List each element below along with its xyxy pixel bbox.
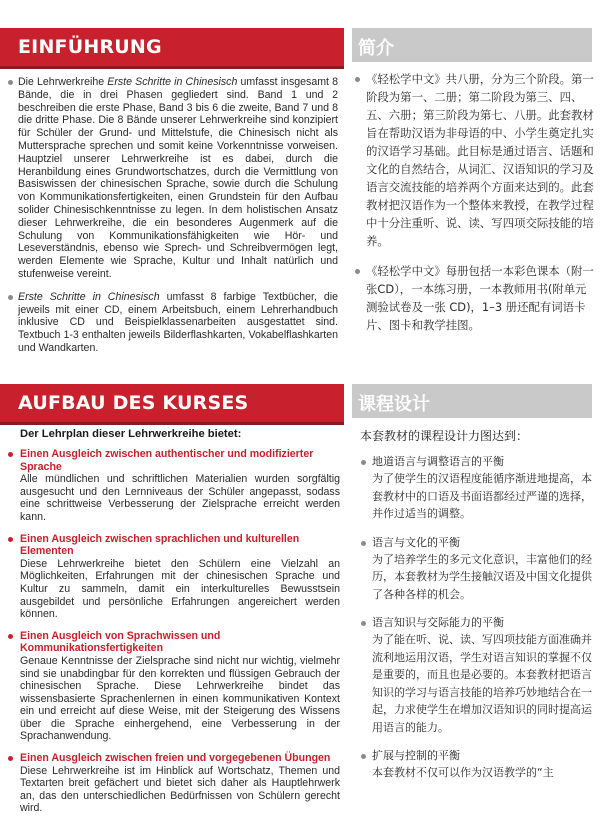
book-title-italic: Erste Schritte in Chinesisch [18,290,160,303]
kecheng-item-heading: 地道语言与调整语言的平衡 [372,455,504,468]
einfuehrung-paragraph-2: Erste Schritte in Chinesisch umfasst 8 farbige Textbücher, die jeweils mit einer CD, einem Arbeitsbuch, einem Lehrerhandbuch inklusive CD und Beispielklassenarbeiten ausgestattet sind. Textbuch 1-3 enthalten jeweils Bilderflashkarten, Vokabelflashkarten und Wandkarten. [6,291,338,355]
aufbau-item [0,448,340,524]
kecheng-item-text: 为了培养学生的多元文化意识，丰富他们的经历，本套教材为学生接触汉语及中国文化提供了各种各样的机会。 [372,552,592,601]
aufbau-item-text: Alle mündlichen und schriftlichen Materialien wurden sorgfältig ausgesucht und den Lernniveaus der Schüler angepasst, sodass eine schrittweise Verbesserung der Zielsprache erreicht werden kann. [20,473,340,523]
bullet-icon [355,77,360,82]
bullet-icon [361,621,366,626]
kecheng-title: 课程设计 [358,394,430,415]
aufbau-item-text: Diese Lehrwerkreihe bietet den Schülern eine Vielzahl an Möglichkeiten, Erfahrungen mit der chinesischen Sprache und Kultur zu sammeln, damit ein interkulturelles Bewusstsein ausgebildet und persönliche Erfahrungen angereichert werden können. [20,557,340,621]
bullet-icon [8,295,13,300]
bullet-icon [8,537,13,542]
bullet-icon [361,754,366,759]
aufbau-item [0,533,340,621]
jianjie-title: 简介 [358,38,394,59]
jianjie-paragraph-1: 《轻松学中文》共八册，分为三个阶段。第一阶段为第一、二册；第二阶段为第三、四、五、六册；第三阶段为第七、八册。此套教材旨在帮助汉语为非母语的中、小学生奠定扎实的汉语学习基础。此目标是通过语言、话题和文化的自然结合，从词汇、汉语知识的学习及语言交流技能的培养两个方面来达到的。此套教材把汉语作为一个整体来教授，在教学过程中十分注重听、说、读、写四项交际技能的培养。 [354,70,594,250]
kecheng-item [360,615,594,736]
einfuehrung-header-band [0,28,344,69]
aufbau-item-heading: Einen Ausgleich zwischen authentischer und modifizierter Sprache [20,448,314,473]
aufbau-header-band [0,384,344,425]
kecheng-item [360,535,594,604]
aufbau-item-text: Genaue Kenntnisse der Zielsprache sind nicht nur wichtig, vielmehr sind sie unabdingbar für den korrekten und flüssigen Gebrauch der chinesischen Sprache. Diese Lehrwerkreihe bindet das wissensbasierte Sprachenlernen in einen kommunikativen Kontext ein und erreicht auf diese Weise, mit der Steigerung des Wissens über die Sprache einhergehend, eine Verbesserung in der Sprachanwendung. [20,654,340,743]
aufbau-item-heading: Einen Ausgleich von Sprachwissen und Kommunikationsfertigkeiten [20,629,221,655]
kecheng-item-text: 为了能在听、说、读、写四项技能方面准确并流利地运用汉语，学生对语言知识的掌握不仅是重要的，而且也是必要的。本套教材把语言知识的学习与语言技能的培养巧妙地结合在一起，力求使学生在增加汉语知识的同时提高运用语言的能力。 [372,633,592,734]
aufbau-title: AUFBAU DES KURSES [18,392,249,414]
kecheng-item-text: 为了使学生的汉语程度能循序渐进地提高，本套教材中的口语及书面语都经过严谨的选择，并作过适当的调整。 [372,472,592,520]
book-title-italic: Erste Schritte in Chinesisch [107,76,238,88]
jianjie-header-band [352,28,592,62]
bullet-icon [361,460,366,465]
aufbau-item-heading: Einen Ausgleich zwischen freien und vorgegebenen Übungen [20,752,331,765]
bullet-icon [8,634,13,639]
kecheng-item-text: 本套教材不仅可以作为汉语教学的“主 [372,766,554,779]
kecheng-item [360,748,594,782]
kecheng-item-heading: 语言知识与交际能力的平衡 [372,616,504,629]
bullet-icon [361,541,366,546]
bullet-icon [355,269,360,274]
aufbau-item-text: Diese Lehrwerkreihe ist im Hinblick auf Wortschatz, Themen und Textarten breit gefächert und bietet sich daher als Hauptlehrwerk an, das den unterschiedlichen Bedürfnissen von Schülern gerecht wird. [20,764,340,815]
kecheng-body [360,428,594,794]
jianjie-body [354,70,594,344]
einfuehrung-body [6,76,338,363]
einfuehrung-title: EINFÜHRUNG [18,36,162,58]
bullet-icon [8,452,13,457]
aufbau-item [0,630,340,743]
bullet-icon [8,80,13,85]
aufbau-body [0,428,340,824]
kecheng-item [360,454,594,523]
aufbau-item-heading: Einen Ausgleich zwischen sprachlichen und kulturellen Elementen [20,532,300,558]
kecheng-header-band [352,384,592,418]
kecheng-intro: 本套教材的课程设计力图达到： [360,429,529,443]
kecheng-item-heading: 扩展与控制的平衡 [372,749,460,762]
einfuehrung-paragraph-1: Die Lehrwerkreihe Erste Schritte in Chinesisch umfasst insgesamt 8 Bände, die in drei Phasen gegliedert sind. Band 1 und 2 beschreiben die erste Phase, Band 3 bis 6 die zweite, Band 7 und 8 die dritte Phase. Die 8 Bände unserer Lehrwerkreihe sind konzipiert für Schüler der Grund- und Mittelstufe, die Chinesisch nicht als Muttersprache sprechen und somit keine Vorkenntnisse vorweisen. Hauptziel unserer Lehrwerkreihe ist es dabei, durch die Heranbildung eines Grundwortschatzes, durch die Vermittlung von Basiswissen der chinesischen Sprache, sowie durch die Schulung von Kommunikationsfertigkeiten, einen Grundstein für den Aufbau solider Chinesischkenntnisse zu legen. In dem holistischen Ansatz dieser Lehrwerkreihe, die ein besonderes Augenmerk auf die Schulung von Kommunikationsfähigkeiten wie Hör- und Leseverständnis, ebenso wie Sprech- und Schreibvermögen legt, werden Elemente wie Sprache, Kultur und Inhalt natürlich und stufenweise vereint. [6,76,338,281]
bullet-icon [8,756,13,761]
kecheng-item-heading: 语言与文化的平衡 [372,535,460,549]
aufbau-item [0,752,340,815]
jianjie-paragraph-2: 《轻松学中文》每册包括一本彩色课本（附一张CD），一本练习册，一本教师用书(附单元测验试卷及一张 CD)，1–3 册还配有词语卡片、图卡和教学挂图。 [354,262,594,334]
aufbau-subheading: Der Lehrplan dieser Lehrwerkreihe bietet: [20,428,242,440]
